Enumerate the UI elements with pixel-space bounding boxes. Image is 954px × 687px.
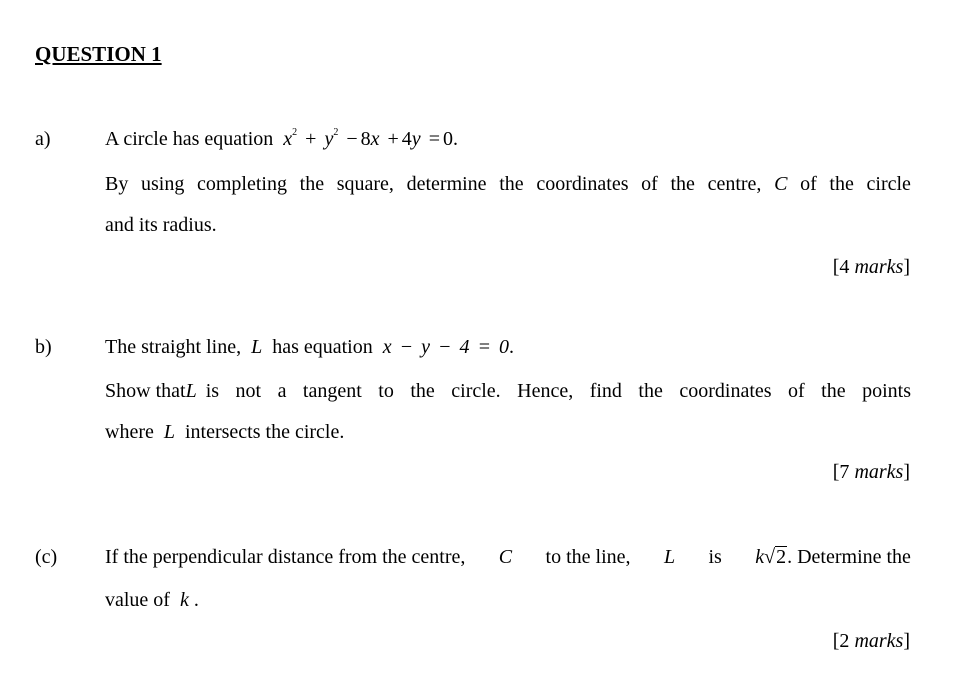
part-a-marks	[833, 256, 910, 279]
text: is not a tangent to the circle. Hence, find the coordinates of the points	[205, 380, 911, 402]
marks-number: [7	[832, 461, 850, 483]
var-C: C	[774, 173, 788, 195]
part-a-line2	[105, 173, 911, 196]
word: of	[641, 173, 658, 195]
question-title: QUESTION 1	[35, 42, 162, 66]
op-minus: −	[346, 128, 358, 150]
var-L: L	[163, 421, 175, 443]
k-sqrt2	[755, 546, 911, 569]
text: If the perpendicular distance from the centre,	[105, 546, 466, 568]
var-L: L	[663, 546, 676, 568]
word: the	[829, 173, 854, 195]
part-a-line1	[105, 128, 458, 151]
op-equals: =	[428, 128, 440, 150]
marks-close: ]	[903, 256, 910, 278]
part-a-label: a)	[35, 128, 51, 150]
text: is	[708, 546, 722, 568]
var-y: y	[411, 128, 421, 150]
part-b-label: b)	[35, 336, 52, 358]
part-a-intro: A circle has equation	[105, 128, 274, 150]
value-zero: 0	[442, 128, 453, 150]
period: .	[193, 589, 199, 611]
var-L: L	[185, 380, 197, 402]
marks-close: ]	[903, 630, 910, 652]
sqrt-arg: 2	[776, 546, 787, 568]
part-b-intro: The straight line,	[105, 336, 242, 358]
var-x: x	[283, 128, 293, 150]
part-b-intro2: has equation	[272, 336, 373, 358]
word: square,	[336, 173, 394, 195]
part-c-line1	[105, 546, 911, 569]
word: the	[670, 173, 695, 195]
part-c-label: (c)	[35, 546, 58, 568]
period: .	[508, 336, 514, 358]
var-k: k	[755, 546, 765, 568]
word: coordinates	[536, 173, 629, 195]
word: By	[105, 173, 129, 195]
part-b-marks	[833, 461, 910, 484]
coef-4: 4	[401, 128, 412, 150]
word: circle	[866, 173, 911, 195]
op-plus: +	[387, 128, 399, 150]
var-y: y	[324, 128, 334, 150]
part-c-marks	[833, 630, 910, 653]
part-b-line1	[105, 336, 514, 359]
text: Show that	[105, 380, 186, 402]
sqrt-icon: √	[764, 546, 776, 568]
period: .	[452, 128, 458, 150]
part-b-line3	[105, 421, 344, 444]
var-L: L	[251, 336, 263, 358]
word: of	[800, 173, 817, 195]
var-C: C	[498, 546, 513, 568]
op-plus: +	[305, 128, 317, 150]
marks-word: marks	[854, 461, 904, 483]
marks-number: [2	[832, 630, 850, 652]
text: . Determine the	[787, 546, 911, 568]
var-k: k	[179, 589, 189, 611]
text: where	[105, 421, 154, 443]
var-x: x	[370, 128, 380, 150]
part-b-line2	[105, 380, 911, 403]
coef-8: 8	[360, 128, 371, 150]
word: completing	[197, 173, 287, 195]
word: centre,	[707, 173, 762, 195]
line-equation: x − y − 4 = 0	[382, 336, 509, 358]
marks-close: ]	[903, 461, 910, 483]
word: using	[141, 173, 185, 195]
text: to the line,	[545, 546, 631, 568]
text: intersects the circle.	[184, 421, 345, 443]
marks-word: marks	[854, 630, 904, 652]
word: the	[299, 173, 325, 195]
word: the	[499, 173, 524, 195]
marks-number: [4	[832, 256, 850, 278]
exp-2: 2	[333, 127, 339, 138]
text: value of	[105, 589, 170, 611]
exp-2: 2	[292, 127, 298, 138]
part-c-line2	[105, 589, 199, 612]
part-a-line3: and its radius.	[105, 214, 217, 236]
word: determine	[406, 173, 487, 195]
marks-word: marks	[854, 256, 904, 278]
